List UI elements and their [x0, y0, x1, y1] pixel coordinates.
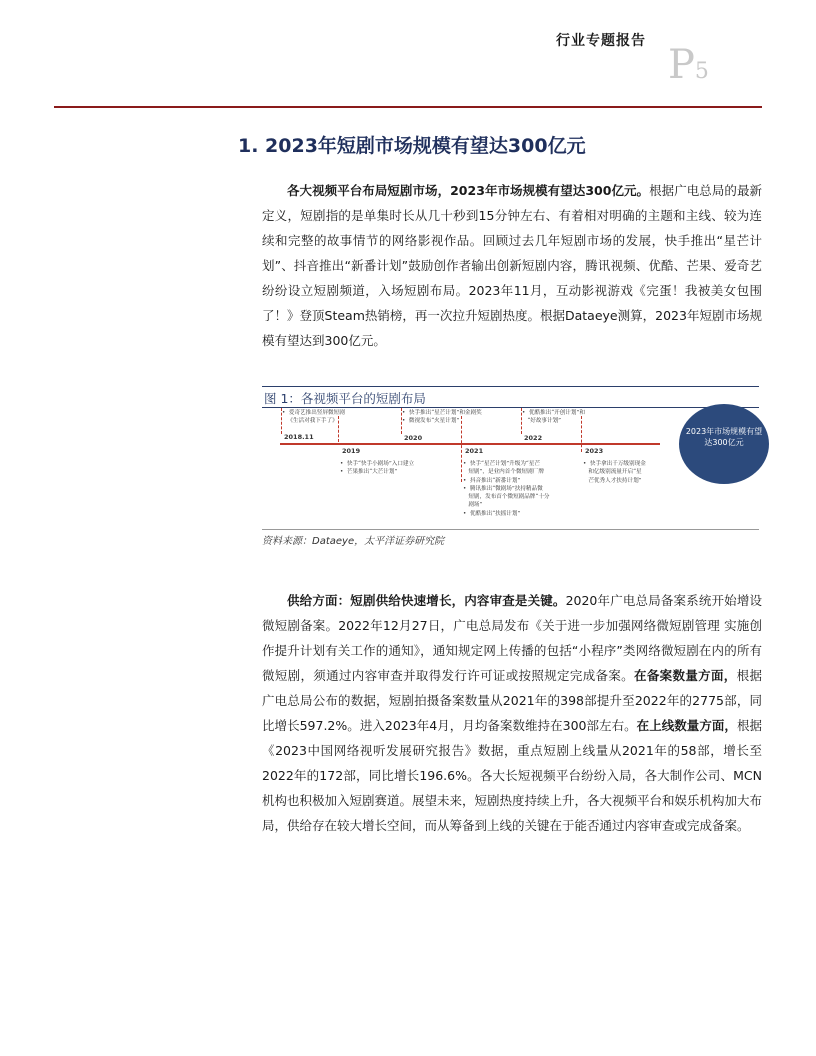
- header-title: 行业专题报告: [556, 33, 646, 49]
- figure-source: 资料来源：Dataeye，太平洋证券研究院: [262, 529, 759, 547]
- year-label: 2019: [342, 447, 361, 455]
- header-divider: [54, 106, 762, 108]
- timeline-note: • 优酷推出“开创计划”和 “好故事计划”: [522, 410, 585, 425]
- paragraph-market-size: 各大视频平台布局短剧市场，2023年市场规模有望达300亿元。根据广电总局的最新定义，短剧指的是单集时长从几十秒到15分钟左右、有着相对明确的主题和主线、较为连续和完整的故事情节的网络影视作品。回顾过去几年短剧市场的发展，快手推出“星芒计划”、抖音推出“新番计划”鼓励创作者输出创新短剧内容，腾讯视频、优酷、芒果、爱奇艺纷纷设立短剧频道，入场短剧布局。2023年11月，互动影视游戏《完蛋！我被美女包围了！》登顶Steam热销榜，再一次拉升短剧热度。根据Dataeye测算，2023年短剧市场规模有望达到300亿元。: [262, 183, 762, 348]
- year-label: 2018.11: [284, 433, 314, 441]
- figure-caption: 图 1：各视频平台的短剧布局: [262, 386, 759, 408]
- platform-timeline: [262, 406, 763, 526]
- market-size-circle: 2023年市场规模有望达300亿元: [679, 404, 769, 484]
- timeline-note: • 快手“星芒计划”升级为“星芒 短剧”，是业内首个微短剧厂牌 • 抖音推出“新番计划” • 腾讯推出“微剧场”扶持精品微 短剧，发布首个微短剧品牌“十分 剧场” • 优酷推出“扶摇计划”: [463, 461, 550, 517]
- timeline-marker: [461, 416, 462, 482]
- timeline-note: • 快手拿出千万级别现金 和亿级别流量开启“星 芒优秀人才扶持计划”: [583, 461, 646, 484]
- timeline-note: • 爱奇艺推出竖屏微短剧 《生活对我下手了》: [282, 410, 345, 425]
- year-label: 2021: [465, 447, 484, 455]
- timeline-axis: [280, 443, 660, 445]
- page-number: P5: [668, 42, 709, 88]
- section-title: 1. 2023年短剧市场规模有望达300亿元: [238, 135, 586, 157]
- year-label: 2022: [524, 434, 543, 442]
- year-label: 2020: [404, 434, 423, 442]
- year-label: 2023: [585, 447, 604, 455]
- paragraph-supply: 供给方面：短剧供给快速增长，内容审查是关键。2020年广电总局备案系统开始增设微短剧备案。2022年12月27日，广电总局发布《关于进一步加强网络微短剧管理 实施创作提升计划有关工作的通知》，通知规定网上传播的包括“小程序”类网络微短剧在内的所有微短剧，须通过内容审查并取得发行许可证或按照规定完成备案。在备案数量方面，根据广电总局公布的数据，短剧拍摄备案数量从2021年的398部提升至2022年的2775部，同比增长597.2%。进入2023年4月，月均备案数维持在300部左右。在上线数量方面，根据《2023中国网络视听发展研究报告》数据，重点短剧上线量从2021年的58部，增长至2022年的172部，同比增长196.6%。各大长短视频平台纷纷入局，各大制作公司、MCN机构也积极加入短剧赛道。展望未来，短剧热度持续上升，各大视频平台和娱乐机构加大布局，供给存在较大增长空间，而从筹备到上线的关键在于能否通过内容审查或完成备案。: [262, 593, 763, 833]
- timeline-note: • 快手“快手小剧场”入口建立 • 芒果推出“大芒计划”: [340, 461, 415, 476]
- timeline-note: • 快手推出“星芒计划”和金剧奖 • 微视发布“火星计划”: [402, 410, 482, 425]
